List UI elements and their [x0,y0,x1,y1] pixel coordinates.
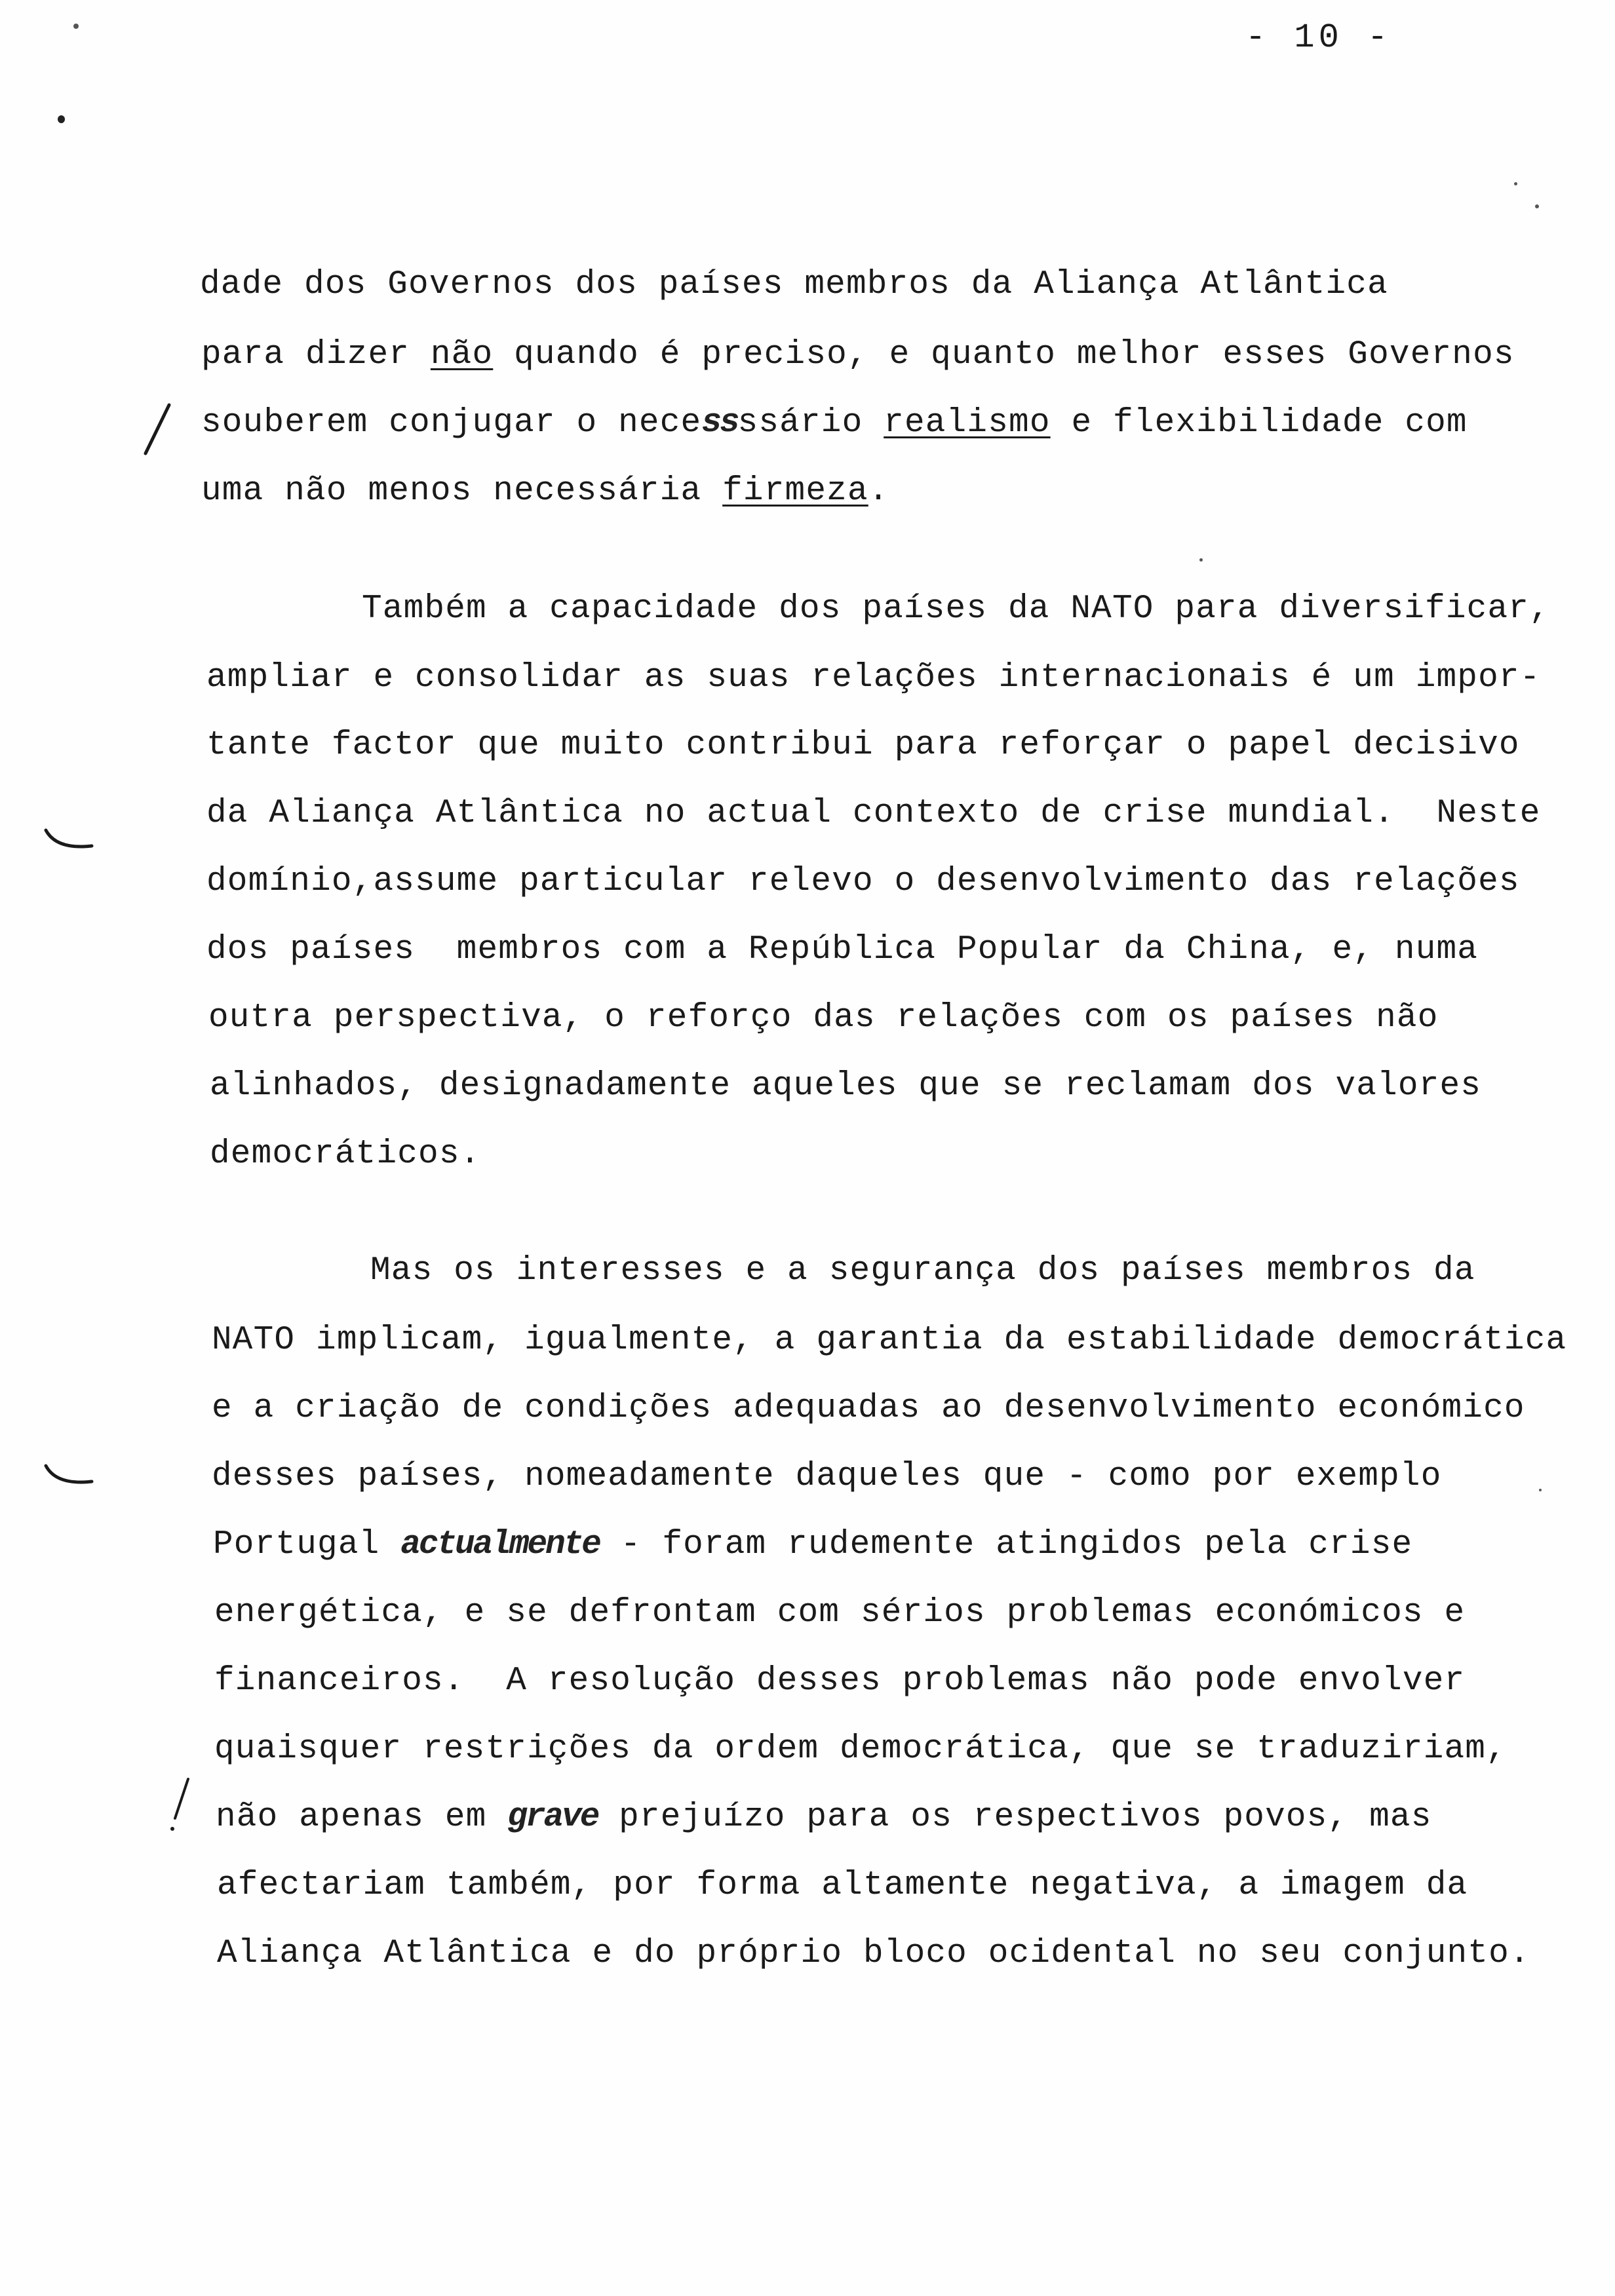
text-line: Mas os interesses e a segurança dos países membros da [370,1252,1475,1290]
text-line [213,1525,1412,1565]
text-line: da Aliança Atlântica no actual contexto de crise mundial. Neste [206,795,1541,832]
text-line: quaisquer restrições da ordem democrática, que se traduziriam, [214,1731,1507,1768]
text-line: democráticos. [210,1136,481,1173]
text-run: . [868,472,889,510]
struck-text: grave [507,1799,598,1836]
text-line: NATO implicam, igualmente, a garantia da estabilidade democrática [212,1322,1567,1359]
scan-speck [1535,204,1539,208]
text-line: dade dos Governos dos países membros da Aliança Atlântica [200,266,1388,303]
text-line [201,335,1515,375]
text-line: energética, e se defrontam com sérios problemas económicos e [214,1594,1466,1632]
text-line: afectariam também, por forma altamente negativa, a imagem da [217,1867,1468,1904]
text-run: uma não menos necessária [201,472,723,510]
margin-check-mark [39,1458,98,1497]
text-run: - foram rudemente atingidos pela crise [599,1526,1413,1563]
scan-speck [1539,1489,1542,1491]
text-line: ampliar e consolidar as suas relações internacionais é um impor- [206,659,1541,697]
underlined-word: realismo [884,404,1051,442]
text-line: dos países membros com a República Popular da China, e, numa [206,931,1479,968]
text-line [201,472,889,511]
margin-slash-mark [161,1772,200,1831]
text-line: desses países, nomeadamente daqueles que - como por exemplo [212,1458,1442,1495]
text-line: tante factor que muito contribui para reforçar o papel decisivo [206,727,1520,764]
text-run: quando é preciso, e quanto melhor esses Governos [493,336,1515,373]
text-line: alinhados, designadamente aqueles que se reclamam dos valores [210,1067,1482,1105]
text-line: Também a capacidade dos países da NATO para diversificar, [362,590,1550,628]
text-run: e flexibilidade com [1050,404,1468,442]
text-run: souberem conjugar o nece [201,404,702,442]
text-line [216,1798,1432,1837]
text-run: para dizer [201,336,431,373]
text-line: outra perspectiva, o reforço das relações com os países não [208,999,1439,1037]
margin-slash-mark [131,400,184,459]
text-run: Portugal [213,1526,401,1563]
margin-check-mark [39,822,98,862]
text-line [201,404,1468,443]
underlined-word: não [430,336,494,373]
text-run: não apenas em [216,1799,508,1836]
text-line: e a criação de condições adequadas ao desenvolvimento económico [212,1390,1525,1427]
text-line: domínio,assume particular relevo o desenvolvimento das relações [206,863,1520,900]
scan-speck [1514,182,1517,185]
underlined-word: firmeza [722,472,868,510]
text-line: Aliança Atlântica e do próprio bloco ocidental no seu conjunto. [217,1935,1530,1972]
scan-speck [73,24,79,29]
scan-speck [58,115,65,123]
scan-speck [1199,558,1203,562]
text-run: ssário [737,404,884,442]
text-run: prejuízo para os respectivos povos, mas [598,1799,1432,1836]
text-line: financeiros. A resolução desses problemas não pode envolver [214,1662,1466,1700]
page-number: - 10 - [1245,18,1392,57]
struck-text: actualmente [400,1526,600,1563]
struck-text: ss [701,404,738,442]
